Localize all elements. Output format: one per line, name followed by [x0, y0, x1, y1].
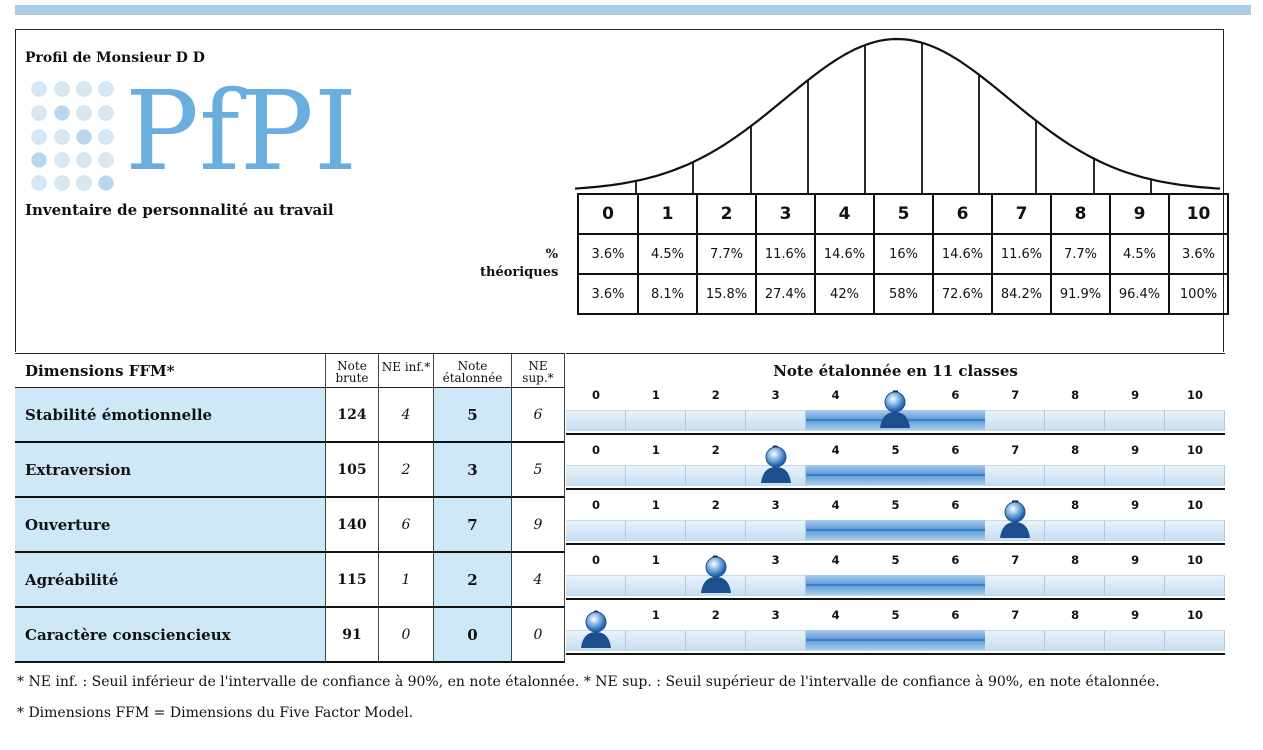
- scale-segment: [1045, 521, 1105, 541]
- scale-label-2: 2: [711, 388, 720, 402]
- scale-label-1: 1: [651, 443, 660, 457]
- scale-row: [566, 388, 1225, 443]
- scale-label-4: 4: [831, 388, 840, 402]
- row-divider: [566, 433, 1225, 435]
- scale-segment: [686, 631, 746, 651]
- dimension-row: [15, 498, 565, 553]
- scale-row: [566, 553, 1225, 608]
- scale-label-3: 3: [771, 498, 780, 512]
- scale-label-1: 1: [651, 498, 660, 512]
- scale-segment: [1165, 466, 1225, 486]
- scale-segment: [746, 411, 806, 431]
- scale-segment: [626, 576, 686, 596]
- scale-segment: [1045, 576, 1105, 596]
- dimension-row: [15, 553, 565, 608]
- note-etalonnee: 2: [434, 553, 512, 608]
- scale-segment: [1105, 411, 1165, 431]
- scale-segment: [566, 411, 626, 431]
- note-etalonnee: 7: [434, 498, 512, 553]
- scale-label-10: 10: [1186, 553, 1203, 567]
- theoretical-cell-8: 7.7%: [1051, 234, 1110, 274]
- ne-inf: 0: [379, 608, 434, 663]
- scale-segment: [686, 466, 746, 486]
- scale-label-2: 2: [711, 608, 720, 622]
- scale-label-9: 9: [1131, 443, 1140, 457]
- person-marker-icon: [998, 500, 1032, 540]
- scale-label-1: 1: [651, 608, 660, 622]
- scale-segment: [626, 411, 686, 431]
- scale-label-4: 4: [831, 443, 840, 457]
- scale-row: [566, 498, 1225, 553]
- class-cell-2: 2: [697, 194, 756, 234]
- row-divider: [566, 543, 1225, 545]
- cumulative-cell-2: 15.8%: [697, 274, 756, 314]
- class-cell-1: 1: [638, 194, 697, 234]
- scale-segment: [746, 521, 806, 541]
- scale-label-7: 7: [1011, 388, 1020, 402]
- header-note-etalonnee: Note étalonnée: [434, 353, 512, 388]
- person-marker-icon: [878, 390, 912, 430]
- note-brute: 91: [326, 608, 379, 663]
- row-divider: [566, 653, 1225, 655]
- footnote-ne: * NE inf. : Seuil inférieur de l'intervalle de confiance à 90%, en note étalonnée. * NE sup. : Seuil supérieur de l'intervalle de confiance à 90%, en note étalonnée.: [17, 674, 1160, 690]
- theoretical-cell-1: 4.5%: [638, 234, 697, 274]
- scale-segment: [985, 466, 1045, 486]
- top-accent-bar: [15, 5, 1251, 15]
- scale-label-2: 2: [711, 443, 720, 457]
- scale-label-10: 10: [1186, 388, 1203, 402]
- scale-label-3: 3: [771, 608, 780, 622]
- dimension-name: Caractère consciencieux: [15, 608, 326, 663]
- class-cell-6: 6: [933, 194, 992, 234]
- header-scale: Note étalonnée en 11 classes: [566, 353, 1225, 388]
- cumulative-cell-4: 42%: [815, 274, 874, 314]
- ne-inf: 1: [379, 553, 434, 608]
- ne-inf: 4: [379, 388, 434, 443]
- scale-segment: [985, 411, 1045, 431]
- scale-segment: [686, 521, 746, 541]
- header-ne-sup: NE sup.*: [512, 353, 565, 388]
- note-etalonnee: 0: [434, 608, 512, 663]
- cumulative-cell-9: 96.4%: [1110, 274, 1169, 314]
- scale-label-9: 9: [1131, 553, 1140, 567]
- cumulative-cell-8: 91.9%: [1051, 274, 1110, 314]
- scale-label-7: 7: [1011, 443, 1020, 457]
- scale-segment: [686, 411, 746, 431]
- scale-segment: [626, 521, 686, 541]
- scale-label-6: 6: [951, 388, 960, 402]
- scale-segment: [566, 466, 626, 486]
- scale-label-9: 9: [1131, 498, 1140, 512]
- ne-sup: 0: [512, 608, 565, 663]
- cumulative-cell-7: 84.2%: [992, 274, 1051, 314]
- scale-label-4: 4: [831, 608, 840, 622]
- scale-label-9: 9: [1131, 388, 1140, 402]
- scale-label-7: 7: [1011, 553, 1020, 567]
- scale-segment: [1105, 576, 1165, 596]
- scale-label-9: 9: [1131, 608, 1140, 622]
- scale-label-0: 0: [591, 443, 600, 457]
- class-cell-7: 7: [992, 194, 1051, 234]
- logo-wordmark: PfPI: [125, 75, 358, 195]
- scale-label-0: 0: [591, 388, 600, 402]
- scale-label-4: 4: [831, 498, 840, 512]
- scale-label-8: 8: [1071, 388, 1080, 402]
- ne-inf: 2: [379, 443, 434, 498]
- ne-sup: 5: [512, 443, 565, 498]
- scale-segment: [1045, 466, 1105, 486]
- person-marker-icon: [699, 555, 733, 595]
- scale-label-6: 6: [951, 553, 960, 567]
- class-cell-8: 8: [1051, 194, 1110, 234]
- dimension-row: [15, 388, 565, 443]
- scale-label-8: 8: [1071, 443, 1080, 457]
- scale-label-2: 2: [711, 498, 720, 512]
- ne-sup: 4: [512, 553, 565, 608]
- scale-label-1: 1: [651, 553, 660, 567]
- scale-segment: [1105, 466, 1165, 486]
- ne-sup: 6: [512, 388, 565, 443]
- scale-label-6: 6: [951, 443, 960, 457]
- scale-segment: [566, 576, 626, 596]
- scale-label-10: 10: [1186, 443, 1203, 457]
- theoretical-cell-10: 3.6%: [1169, 234, 1228, 274]
- header-note-brute: Note brute: [326, 353, 379, 388]
- scale-label-3: 3: [771, 553, 780, 567]
- scale-segment: [566, 521, 626, 541]
- pct-label: % théoriques: [480, 247, 559, 280]
- row-divider: [566, 598, 1225, 600]
- inventory-title: Inventaire de personnalité au travail: [25, 201, 334, 219]
- row-divider: [566, 488, 1225, 490]
- class-cell-4: 4: [815, 194, 874, 234]
- scale-segment: [1045, 411, 1105, 431]
- scale-segment: [985, 576, 1045, 596]
- theoretical-cell-2: 7.7%: [697, 234, 756, 274]
- person-marker-icon: [759, 445, 793, 485]
- theoretical-cell-3: 11.6%: [756, 234, 815, 274]
- scale-label-5: 5: [891, 498, 900, 512]
- logo-dots: [32, 82, 114, 191]
- dimension-row: [15, 608, 565, 663]
- class-cell-10: 10: [1169, 194, 1228, 234]
- scale-label-8: 8: [1071, 498, 1080, 512]
- cumulative-cell-3: 27.4%: [756, 274, 815, 314]
- theoretical-cell-9: 4.5%: [1110, 234, 1169, 274]
- header-dimensions: Dimensions FFM*: [15, 353, 326, 388]
- note-etalonnee: 5: [434, 388, 512, 443]
- scale-segment: [746, 576, 806, 596]
- scale-label-10: 10: [1186, 608, 1203, 622]
- class-cell-9: 9: [1110, 194, 1169, 234]
- confidence-band: [806, 465, 986, 485]
- cumulative-cell-0: 3.6%: [578, 274, 638, 314]
- note-brute: 140: [326, 498, 379, 553]
- confidence-band: [806, 575, 986, 595]
- header-ne-inf: NE inf.*: [379, 353, 434, 388]
- class-cell-5: 5: [874, 194, 933, 234]
- scale-label-6: 6: [951, 498, 960, 512]
- scale-label-5: 5: [891, 608, 900, 622]
- dimension-name: Ouverture: [15, 498, 326, 553]
- scale-label-10: 10: [1186, 498, 1203, 512]
- scale-label-8: 8: [1071, 553, 1080, 567]
- scale-label-0: 0: [591, 498, 600, 512]
- note-etalonnee: 3: [434, 443, 512, 498]
- confidence-band: [806, 630, 986, 650]
- scale-label-0: 0: [591, 553, 600, 567]
- scale-row: [566, 608, 1225, 663]
- scale-segment: [985, 631, 1045, 651]
- theoretical-cell-6: 14.6%: [933, 234, 992, 274]
- scale-label-7: 7: [1011, 608, 1020, 622]
- scale-segment: [1165, 576, 1225, 596]
- scale-label-6: 6: [951, 608, 960, 622]
- theoretical-cell-7: 11.6%: [992, 234, 1051, 274]
- dimensions-grid: [15, 353, 1225, 663]
- class-cell-0: 0: [578, 194, 638, 234]
- theoretical-cell-0: 3.6%: [578, 234, 638, 274]
- ne-sup: 9: [512, 498, 565, 553]
- scale-segment: [1045, 631, 1105, 651]
- scale-label-5: 5: [891, 443, 900, 457]
- cumulative-cell-1: 8.1%: [638, 274, 697, 314]
- cumulative-cell-5: 58%: [874, 274, 933, 314]
- scale-label-1: 1: [651, 388, 660, 402]
- scale-segment: [1165, 411, 1225, 431]
- theoretical-cell-4: 14.6%: [815, 234, 874, 274]
- scale-segment: [626, 631, 686, 651]
- person-marker-icon: [579, 610, 613, 650]
- scale-segment: [1165, 521, 1225, 541]
- pfpi-logo: [25, 75, 385, 195]
- scale-label-3: 3: [771, 388, 780, 402]
- confidence-band: [806, 520, 986, 540]
- scale-segment: [1165, 631, 1225, 651]
- theoretical-cell-5: 16%: [874, 234, 933, 274]
- scale-segment: [746, 631, 806, 651]
- scale-segment: [626, 466, 686, 486]
- scale-row: [566, 443, 1225, 498]
- distribution-table: [577, 193, 1229, 315]
- bell-curve: [575, 33, 1220, 193]
- scale-label-4: 4: [831, 553, 840, 567]
- note-brute: 115: [326, 553, 379, 608]
- class-cell-3: 3: [756, 194, 815, 234]
- cumulative-cell-10: 100%: [1169, 274, 1228, 314]
- dimension-name: Stabilité émotionnelle: [15, 388, 326, 443]
- scale-label-5: 5: [891, 553, 900, 567]
- footnote-ffm: * Dimensions FFM = Dimensions du Five Factor Model.: [17, 705, 414, 721]
- note-brute: 124: [326, 388, 379, 443]
- scale-segment: [1105, 521, 1165, 541]
- dimension-name: Extraversion: [15, 443, 326, 498]
- profile-title: Profil de Monsieur D D: [25, 50, 205, 66]
- scale-segment: [1105, 631, 1165, 651]
- ne-inf: 6: [379, 498, 434, 553]
- cumulative-cell-6: 72.6%: [933, 274, 992, 314]
- scale-label-8: 8: [1071, 608, 1080, 622]
- dimension-name: Agréabilité: [15, 553, 326, 608]
- dimension-row: [15, 443, 565, 498]
- note-brute: 105: [326, 443, 379, 498]
